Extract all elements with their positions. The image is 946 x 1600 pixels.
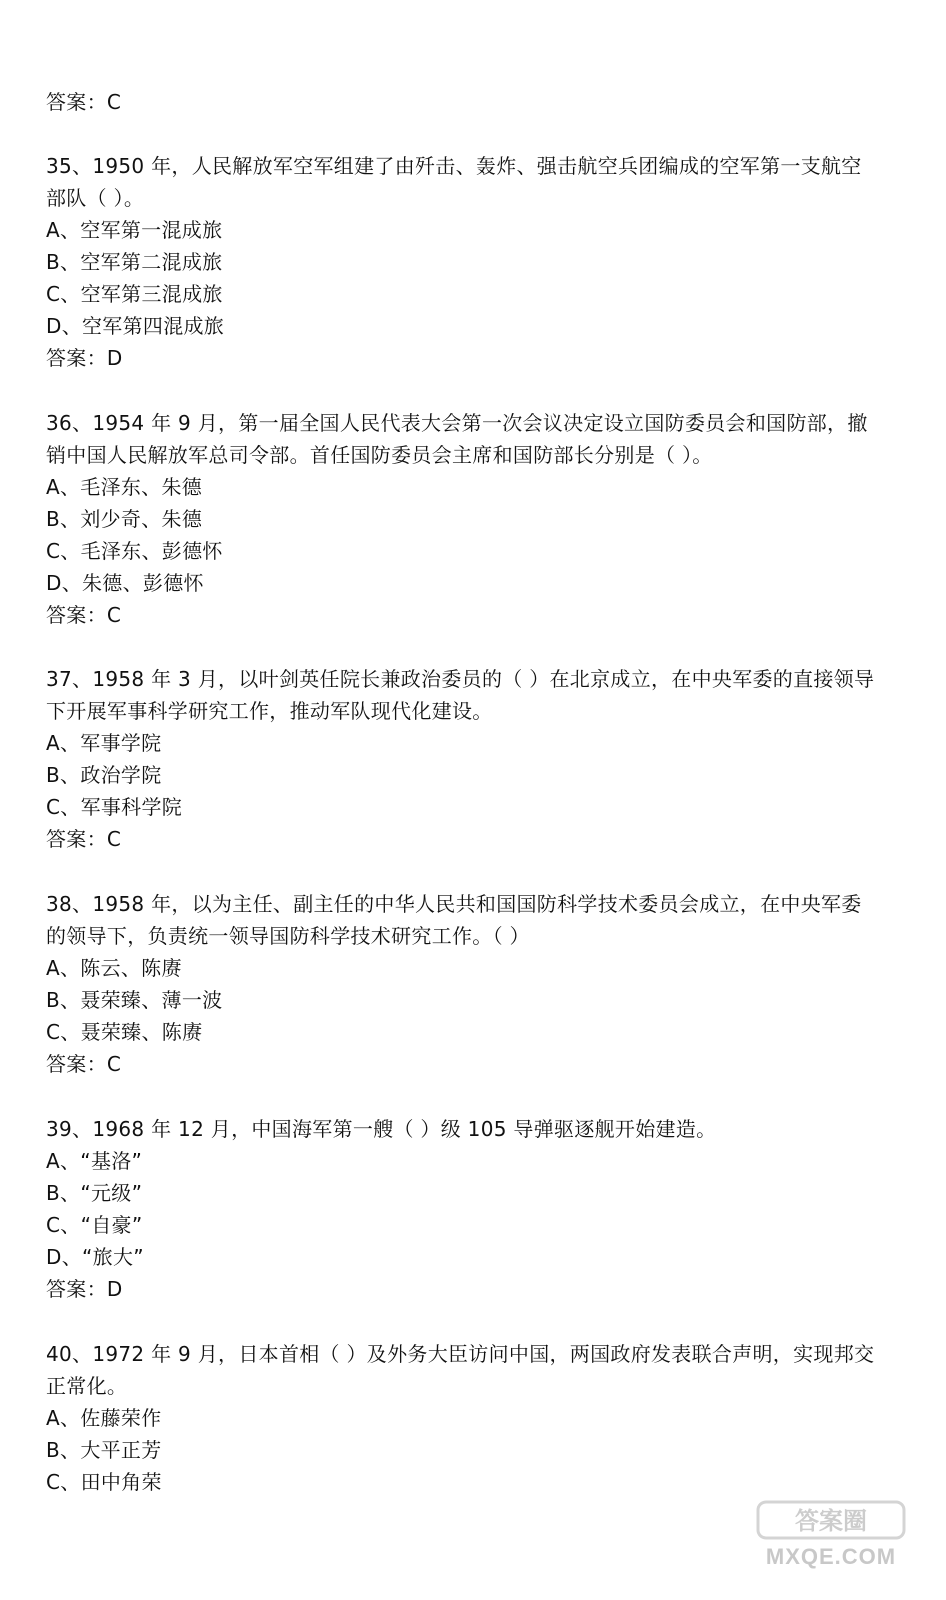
- question-38-line2: 的领导下，负责统一领导国防科学技术研究工作。（ ）: [46, 924, 530, 948]
- option-35-a: A、空军第一混成旅: [46, 218, 223, 242]
- option-35-d: D、空军第四混成旅: [46, 314, 225, 338]
- option-36-a: A、毛泽东、朱德: [46, 475, 203, 499]
- question-36-line2: 销中国人民解放军总司令部。首任国防委员会主席和国防部长分别是（ ）。: [46, 443, 713, 467]
- question-40-line2: 正常化。: [46, 1374, 128, 1398]
- option-39-b: B、“元级”: [46, 1181, 143, 1205]
- question-40-line1: 40、1972 年 9 月，日本首相（ ）及外务大臣访问中国，两国政府发表联合声明，实现邦交: [46, 1342, 875, 1366]
- question-35-line2: 部队（ ）。: [46, 186, 145, 210]
- answer-39: 答案：D: [46, 1277, 123, 1301]
- option-36-d: D、朱德、彭德怀: [46, 571, 204, 595]
- question-36-line1: 36、1954 年 9 月，第一届全国人民代表大会第一次会议决定设立国防委员会和国防部，撤: [46, 411, 868, 435]
- watermark-site-text: MXQE.COM: [765, 1544, 897, 1569]
- answer-37: 答案：C: [46, 827, 122, 851]
- option-38-c: C、聂荣臻、陈赓: [46, 1020, 203, 1044]
- option-38-b: B、聂荣臻、薄一波: [46, 988, 223, 1012]
- answer-36: 答案：C: [46, 603, 122, 627]
- option-36-c: C、毛泽东、彭德怀: [46, 539, 223, 563]
- option-37-b: B、政治学院: [46, 763, 162, 787]
- option-37-a: A、军事学院: [46, 731, 162, 755]
- watermark-logo: [756, 1500, 906, 1540]
- question-35-line1: 35、1950 年，人民解放军空军组建了由歼击、轰炸、强击航空兵团编成的空军第一支航空: [46, 154, 862, 178]
- svg-text:答案圈: 答案圈: [795, 1508, 867, 1535]
- option-36-b: B、刘少奇、朱德: [46, 507, 203, 531]
- question-37-line1: 37、1958 年 3 月，以叶剑英任院长兼政治委员的（ ）在北京成立，在中央军委的直接领导: [46, 667, 875, 691]
- question-38-line1: 38、1958 年，以为主任、副主任的中华人民共和国国防科学技术委员会成立，在中央军委: [46, 892, 862, 916]
- option-35-b: B、空军第二混成旅: [46, 250, 223, 274]
- option-35-c: C、空军第三混成旅: [46, 282, 223, 306]
- option-37-c: C、军事科学院: [46, 795, 183, 819]
- answer-38: 答案：C: [46, 1052, 122, 1076]
- answer-34: 答案：C: [46, 90, 122, 114]
- question-37-line2: 下开展军事科学研究工作，推动军队现代化建设。: [46, 699, 493, 723]
- question-39-line1: 39、1968 年 12 月，中国海军第一艘（ ）级 105 导弹驱逐舰开始建造。: [46, 1117, 717, 1141]
- option-39-c: C、“自豪”: [46, 1213, 143, 1237]
- answer-35: 答案：D: [46, 346, 123, 370]
- option-39-a: A、“基洛”: [46, 1149, 143, 1173]
- option-40-a: A、佐藤荣作: [46, 1406, 162, 1430]
- site-watermark: [746, 1500, 916, 1570]
- option-39-d: D、“旅大”: [46, 1245, 144, 1269]
- option-40-c: C、田中角荣: [46, 1470, 162, 1494]
- option-38-a: A、陈云、陈赓: [46, 956, 182, 980]
- option-40-b: B、大平正芳: [46, 1438, 162, 1462]
